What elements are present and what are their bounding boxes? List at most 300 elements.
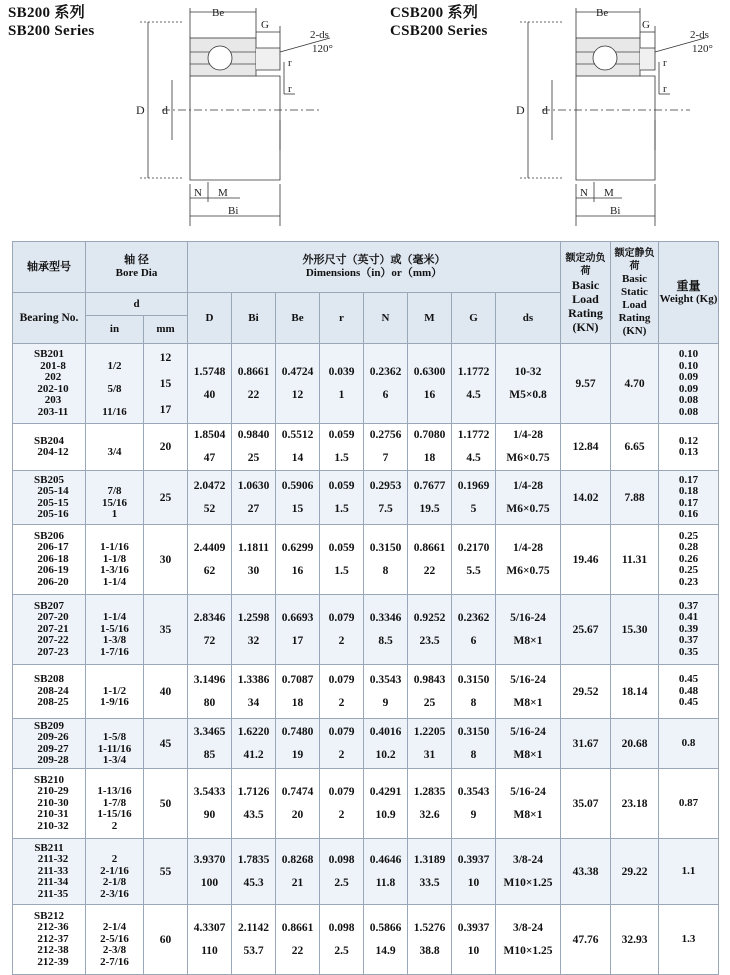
bore-inch: 5/8	[107, 382, 122, 395]
series-title-en: SB200 Series	[8, 23, 95, 39]
dim-mm-value: 23.5	[419, 634, 440, 647]
dim-mm-value: M8×1	[513, 748, 543, 761]
basic-load-value: 9.57	[575, 377, 596, 390]
dim-inch-value: 0.1969	[457, 479, 490, 492]
weight-value: 0.12	[678, 434, 699, 447]
label-ds: 2-ds	[690, 29, 709, 41]
bore-inch-cell	[86, 595, 144, 665]
dim-mm-value: 32	[247, 634, 260, 647]
bearing-model-cell	[13, 344, 86, 424]
bearing-model: 206-17	[37, 541, 69, 554]
bearing-model: 211-33	[37, 864, 69, 877]
bore-mm: 60	[159, 933, 172, 946]
bearing-model: 212-37	[37, 932, 69, 945]
header-dimensions: 外形尺寸（英寸）或（毫米） Dimensions（in）or（mm）	[188, 242, 561, 293]
bore-mm-cell	[144, 471, 188, 525]
dim-inch-value: 0.3937	[457, 921, 490, 934]
bore-mm: 25	[159, 491, 172, 504]
static-load-cell	[611, 839, 659, 905]
dim-inch-value: 1.2205	[413, 725, 446, 738]
dim-inch-value: 1.3189	[413, 853, 446, 866]
dim-d-cell	[188, 839, 232, 905]
bearing-model: 207-22	[37, 634, 69, 647]
dim-inch-value: 0.079	[328, 673, 355, 686]
dim-inch-value: 0.7474	[281, 785, 314, 798]
static-load-cell	[611, 595, 659, 665]
bore-inch: 2-1/16	[100, 864, 129, 877]
dim-mm-value: 12	[291, 388, 304, 401]
bore-inch: 2-1/8	[102, 876, 127, 889]
label-be: Be	[212, 7, 225, 19]
bore-inch: 11/16	[102, 405, 127, 418]
dim-inch-value: 0.4016	[369, 725, 402, 738]
bore-inch-cell	[86, 769, 144, 839]
dim-mm-value: 30	[247, 564, 260, 577]
bore-inch-cell	[86, 665, 144, 719]
dim-mm-value: M8×1	[513, 696, 543, 709]
dim-be-cell	[276, 839, 320, 905]
static-load-cell	[611, 769, 659, 839]
bearing-model: SB208	[34, 673, 64, 686]
weight-cell	[659, 424, 719, 471]
bore-inch: 1-3/8	[102, 634, 127, 647]
dim-inch-value: 1/4-28	[512, 429, 544, 441]
sb200-section-diagram	[130, 0, 360, 236]
dim-mm-value: M6×0.75	[506, 452, 550, 464]
dim-mm-value: 22	[291, 944, 304, 957]
dim-g-cell	[452, 905, 496, 975]
dim-g-cell	[452, 595, 496, 665]
dim-inch-value: 1.1811	[238, 541, 269, 554]
dim-mm-value: 45.3	[243, 876, 264, 889]
bore-inch: 1-5/16	[100, 622, 129, 635]
weight-cell	[659, 471, 719, 525]
bore-inch: 1-15/16	[97, 808, 132, 821]
dim-mm-value: 16	[423, 388, 436, 401]
dim-mm-value: 10	[467, 944, 480, 957]
bore-inch-cell	[86, 344, 144, 424]
dim-mm-value: 33.5	[419, 876, 440, 889]
bearing-model: SB204	[34, 434, 64, 447]
bore-mm: 12	[159, 351, 172, 364]
bearing-model: 203-11	[37, 405, 69, 418]
dim-mm-value: M6×0.75	[506, 564, 550, 577]
dim-n-cell	[364, 719, 408, 769]
label-ds: 2-ds	[310, 29, 329, 41]
dim-inch-value: 0.079	[328, 611, 355, 624]
dim-inch-value: 1.2835	[413, 785, 446, 798]
dim-bi-cell	[232, 839, 276, 905]
dim-g-cell	[452, 719, 496, 769]
bore-inch: 1-1/4	[102, 575, 127, 588]
bore-mm-cell	[144, 665, 188, 719]
table-row	[13, 471, 719, 525]
weight-value: 0.08	[678, 405, 699, 418]
static-load-value: 15.30	[621, 623, 648, 636]
bore-inch: 1-7/8	[102, 796, 127, 809]
dim-n-cell	[364, 665, 408, 719]
basic-load-value: 43.38	[572, 865, 599, 878]
bearing-model: 202	[44, 371, 62, 383]
dim-r-cell	[320, 839, 364, 905]
bore-mm: 55	[159, 865, 172, 878]
header-col-be: Be	[276, 293, 320, 344]
dim-inch-value: 0.8661	[413, 541, 446, 554]
dim-mm-value: 19.5	[419, 502, 440, 515]
weight-value: 0.17	[678, 473, 699, 486]
bearing-model: 210-31	[37, 808, 69, 821]
dim-n-cell	[364, 769, 408, 839]
label-bi: Bi	[228, 205, 239, 217]
label-d-outer: D	[136, 103, 145, 117]
label-r-top: r	[663, 57, 667, 69]
dim-bi-cell	[232, 665, 276, 719]
dim-inch-value: 0.2756	[369, 429, 402, 441]
bore-mm-cell	[144, 839, 188, 905]
table-row	[13, 424, 719, 471]
weight-value: 0.41	[678, 611, 699, 624]
dim-m-cell	[408, 471, 452, 525]
dim-g-cell	[452, 344, 496, 424]
weight-cell	[659, 525, 719, 595]
bearing-model: 212-36	[37, 921, 69, 934]
bearing-model: SB210	[34, 773, 64, 786]
bearing-model-cell	[13, 905, 86, 975]
bore-inch: 1-5/8	[102, 731, 127, 743]
dim-m-cell	[408, 905, 452, 975]
dim-mm-value: M5×0.8	[509, 388, 547, 401]
dim-r-cell	[320, 665, 364, 719]
weight-value: 1.1	[681, 864, 696, 877]
dim-mm-value: 2.5	[334, 944, 349, 957]
dim-mm-value: M8×1	[513, 634, 543, 647]
dim-inch-value: 0.4291	[369, 785, 402, 798]
dim-mm-value: 6	[382, 388, 389, 401]
dim-inch-value: 0.059	[328, 479, 355, 492]
bearing-model: 201-8	[40, 359, 66, 372]
static-load-value: 4.70	[624, 377, 645, 390]
dim-mm-value: 9	[470, 808, 477, 821]
bore-mm: 45	[159, 737, 172, 750]
dim-mm-value: 31	[423, 748, 436, 761]
dim-inch-value: 1/4-28	[512, 541, 544, 554]
basic-load-cell	[561, 839, 611, 905]
dim-inch-value: 0.9843	[413, 673, 446, 686]
static-load-value: 11.31	[621, 553, 648, 566]
dim-inch-value: 0.8268	[281, 853, 314, 866]
weight-value: 0.26	[678, 552, 699, 565]
dim-mm-value: 90	[203, 808, 216, 821]
dim-inch-value: 0.059	[328, 541, 355, 554]
basic-load-cell	[561, 595, 611, 665]
dim-mm-value: 10.9	[375, 808, 396, 821]
dim-inch-value: 0.098	[328, 921, 355, 934]
bore-inch: 1-1/4	[102, 611, 127, 624]
dim-mm-value: 16	[291, 564, 304, 577]
bearing-model: 205-15	[37, 496, 69, 509]
dim-m-cell	[408, 595, 452, 665]
static-load-cell	[611, 344, 659, 424]
header-bore-d: d	[86, 293, 188, 316]
dim-bi-cell	[232, 719, 276, 769]
dim-g-cell	[452, 839, 496, 905]
dim-ds-cell	[496, 769, 561, 839]
table-row	[13, 525, 719, 595]
dim-bi-cell	[232, 595, 276, 665]
dim-inch-value: 0.5866	[369, 921, 402, 934]
label-g: G	[642, 19, 650, 31]
dim-mm-value: 2.5	[334, 876, 349, 889]
dim-mm-value: 14.9	[375, 944, 396, 957]
dim-be-cell	[276, 471, 320, 525]
bore-inch: 7/8	[107, 485, 122, 497]
bearing-model: 211-35	[37, 887, 69, 900]
bore-inch: 2-7/16	[100, 955, 129, 968]
dim-r-cell	[320, 595, 364, 665]
bearing-model: 206-20	[37, 575, 69, 588]
weight-value: 0.25	[678, 529, 699, 542]
weight-cell	[659, 905, 719, 975]
bearing-model-cell	[13, 839, 86, 905]
static-load-value: 6.65	[624, 441, 645, 453]
dim-be-cell	[276, 525, 320, 595]
dim-inch-value: 0.3937	[457, 853, 490, 866]
weight-cell	[659, 769, 719, 839]
dim-inch-value: 0.6693	[281, 611, 314, 624]
header-col-m: M	[408, 293, 452, 344]
dim-be-cell	[276, 665, 320, 719]
dim-mm-value: 62	[203, 564, 216, 577]
dim-inch-value: 2.4409	[193, 541, 226, 554]
bearing-model: 210-29	[37, 785, 69, 798]
dim-g-cell	[452, 525, 496, 595]
bore-inch: 1-1/2	[102, 684, 127, 697]
dim-mm-value: 9	[382, 696, 389, 709]
dim-inch-value: 5/16-24	[510, 673, 546, 686]
bore-inch: 1-3/4	[102, 754, 127, 766]
basic-load-cell	[561, 905, 611, 975]
dim-mm-value: M10×1.25	[503, 944, 553, 957]
header-col-g: G	[452, 293, 496, 344]
dim-mm-value: 110	[201, 944, 218, 957]
dim-n-cell	[364, 525, 408, 595]
dim-inch-value: 4.3307	[193, 921, 226, 934]
csb200-section-diagram	[510, 0, 730, 236]
weight-value: 0.45	[678, 673, 699, 686]
bearing-model-cell	[13, 665, 86, 719]
dim-inch-value: 1.0630	[237, 479, 270, 492]
label-m: M	[218, 187, 228, 199]
static-load-value: 7.88	[624, 491, 645, 504]
header-mm: mm	[144, 316, 188, 344]
dim-mm-value: 11.8	[375, 876, 396, 889]
basic-load-value: 14.02	[572, 491, 599, 504]
bore-mm-cell	[144, 344, 188, 424]
bearing-model: 211-34	[37, 876, 69, 889]
dim-inch-value: 0.2362	[457, 611, 490, 624]
bearing-model: 202-10	[37, 382, 69, 395]
bearing-model: 209-26	[37, 731, 69, 743]
static-load-cell	[611, 471, 659, 525]
dim-mm-value: 25	[423, 696, 436, 709]
dim-inch-value: 0.3543	[369, 673, 402, 686]
dim-mm-value: 6	[470, 634, 477, 647]
label-n: N	[194, 187, 202, 199]
bore-mm-cell	[144, 719, 188, 769]
dim-inch-value: 0.9840	[237, 429, 270, 441]
dim-mm-value: 10.2	[375, 748, 396, 761]
basic-load-cell	[561, 471, 611, 525]
dim-inch-value: 5/16-24	[510, 725, 546, 738]
weight-value: 0.10	[678, 348, 699, 360]
weight-value: 0.37	[678, 599, 699, 612]
dim-ds-cell	[496, 719, 561, 769]
bearing-model: SB206	[34, 529, 64, 542]
bore-inch: 2-3/8	[102, 944, 127, 957]
dim-be-cell	[276, 769, 320, 839]
dim-inch-value: 1.1772	[457, 365, 490, 378]
dim-ds-cell	[496, 839, 561, 905]
series-title-sb200	[8, 4, 95, 40]
label-r-top: r	[288, 57, 292, 69]
dim-bi-cell	[232, 769, 276, 839]
bearing-model: 209-28	[37, 754, 69, 766]
table-row	[13, 905, 719, 975]
dim-mm-value: 2	[338, 748, 345, 761]
bore-inch: 1-1/8	[102, 552, 127, 565]
basic-load-value: 12.84	[572, 441, 599, 453]
bearing-model: 206-18	[37, 552, 69, 565]
static-load-cell	[611, 905, 659, 975]
basic-load-cell	[561, 719, 611, 769]
weight-cell	[659, 344, 719, 424]
dim-ds-cell	[496, 525, 561, 595]
bearing-model: SB211	[34, 841, 64, 854]
label-m: M	[604, 187, 614, 199]
label-g: G	[261, 19, 269, 31]
dim-be-cell	[276, 424, 320, 471]
table-row	[13, 839, 719, 905]
dim-inch-value: 5/16-24	[510, 785, 546, 798]
dim-mm-value: 80	[203, 696, 216, 709]
label-be: Be	[596, 7, 609, 19]
dim-inch-value: 0.4724	[281, 365, 314, 378]
dim-mm-value: 1.5	[334, 564, 349, 577]
dim-mm-value: 72	[203, 634, 216, 647]
bearing-model: 208-24	[37, 684, 69, 697]
dim-mm-value: 4.5	[466, 388, 481, 401]
dim-inch-value: 1.2598	[237, 611, 270, 624]
dim-g-cell	[452, 424, 496, 471]
header-col-n: N	[364, 293, 408, 344]
dim-mm-value: 1.5	[334, 502, 349, 515]
dim-d-cell	[188, 665, 232, 719]
dim-m-cell	[408, 344, 452, 424]
dim-mm-value: 53.7	[243, 944, 264, 957]
label-bi: Bi	[610, 205, 621, 217]
dim-n-cell	[364, 424, 408, 471]
dim-inch-value: 0.8661	[281, 921, 314, 934]
dim-mm-value: 8	[382, 564, 389, 577]
table-row	[13, 344, 719, 424]
basic-load-value: 19.46	[572, 553, 599, 566]
dim-inch-value: 2.0472	[193, 479, 226, 492]
weight-value: 1.3	[681, 932, 696, 945]
series-title-en: CSB200 Series	[390, 23, 488, 39]
header-bore: 轴 径 Bore Dia	[86, 242, 188, 293]
dim-m-cell	[408, 525, 452, 595]
dim-m-cell	[408, 424, 452, 471]
dim-inch-value: 2.1142	[238, 921, 269, 934]
dim-mm-value: 25	[247, 452, 260, 464]
dim-mm-value: 1	[338, 388, 345, 401]
dim-inch-value: 0.3346	[369, 611, 402, 624]
dim-bi-cell	[232, 905, 276, 975]
bearing-spec-table	[12, 241, 719, 975]
dim-inch-value: 0.079	[328, 725, 355, 738]
dim-mm-value: 7	[382, 452, 389, 464]
weight-value: 0.28	[678, 541, 699, 554]
label-angle: 120°	[312, 43, 333, 55]
bore-inch: 1-9/16	[100, 696, 129, 709]
dim-inch-value: 0.7087	[281, 673, 314, 686]
dim-inch-value: 1.3386	[237, 673, 270, 686]
basic-load-cell	[561, 665, 611, 719]
weight-value: 0.13	[678, 446, 699, 458]
dim-mm-value: 43.5	[243, 808, 264, 821]
basic-load-value: 35.07	[572, 797, 599, 810]
dim-n-cell	[364, 839, 408, 905]
bore-inch: 1/2	[107, 359, 122, 372]
dim-mm-value: 2	[338, 808, 345, 821]
bearing-model-cell	[13, 595, 86, 665]
bore-mm-cell	[144, 905, 188, 975]
dim-inch-value: 0.079	[328, 785, 355, 798]
dim-mm-value: M6×0.75	[506, 502, 550, 515]
bore-inch-cell	[86, 471, 144, 525]
dim-mm-value: 10	[467, 876, 480, 889]
table-body	[13, 344, 719, 975]
static-load-cell	[611, 665, 659, 719]
dim-mm-value: 40	[203, 388, 216, 401]
weight-cell	[659, 665, 719, 719]
basic-load-value: 29.52	[572, 685, 599, 698]
dim-inch-value: 1.8504	[193, 429, 226, 441]
dim-mm-value: M10×1.25	[503, 876, 553, 889]
header-model: 轴承型号	[13, 242, 86, 293]
table-header	[13, 242, 719, 344]
bore-inch-cell	[86, 839, 144, 905]
dim-inch-value: 0.7677	[413, 479, 446, 492]
weight-cell	[659, 719, 719, 769]
dim-be-cell	[276, 719, 320, 769]
bearing-model: SB201	[34, 348, 64, 360]
dim-d-cell	[188, 595, 232, 665]
dim-inch-value: 0.039	[328, 365, 355, 378]
weight-value: 0.25	[678, 564, 699, 577]
dim-mm-value: 52	[203, 502, 216, 515]
bore-inch: 1	[111, 508, 118, 520]
dim-mm-value: 7.5	[378, 502, 393, 515]
bearing-model-cell	[13, 525, 86, 595]
dim-inch-value: 0.7480	[281, 725, 314, 738]
dim-r-cell	[320, 719, 364, 769]
bore-mm: 35	[159, 623, 172, 636]
dim-inch-value: 0.6299	[281, 541, 314, 554]
dim-mm-value: 22	[423, 564, 436, 577]
header-col-r: r	[320, 293, 364, 344]
dim-inch-value: 0.2170	[457, 541, 490, 554]
